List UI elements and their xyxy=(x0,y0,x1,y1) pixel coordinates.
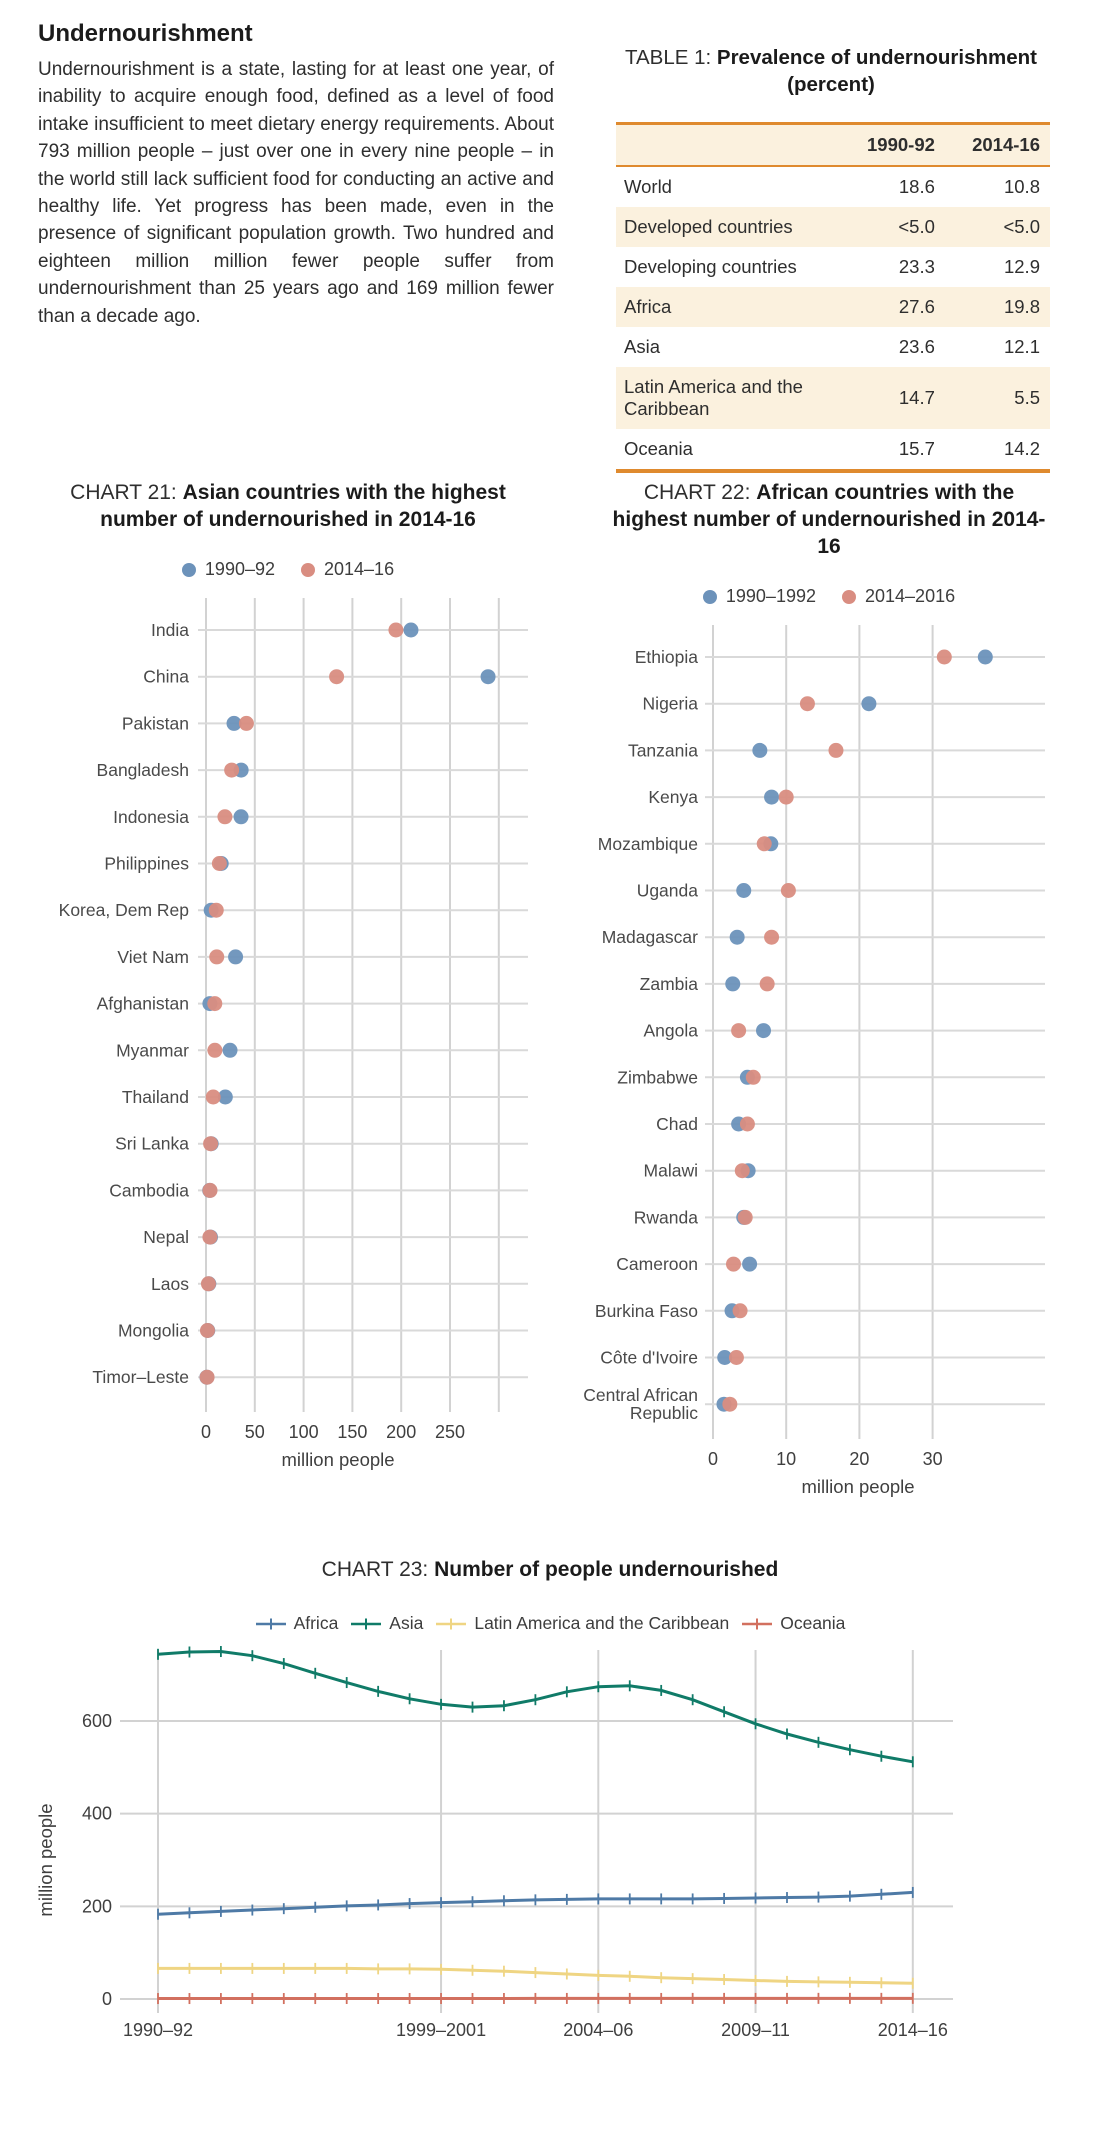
dot-period2 xyxy=(937,650,952,665)
table-cell-value: 27.6 xyxy=(898,296,935,317)
dot-period2 xyxy=(764,930,779,945)
table-cell-value: 14.2 xyxy=(1003,438,1040,459)
dot-period2 xyxy=(760,976,775,991)
country-label: Cameroon xyxy=(616,1254,698,1275)
table-title xyxy=(588,44,1074,98)
dot-period1 xyxy=(725,976,740,991)
country-label: Kenya xyxy=(648,787,698,808)
legend-item xyxy=(182,559,275,580)
dot-period2 xyxy=(733,1303,748,1318)
dot-period1 xyxy=(736,883,751,898)
series-line xyxy=(158,1652,913,1762)
legend-dot-icon xyxy=(301,563,315,577)
chart-21 xyxy=(18,479,558,1508)
dot-period2 xyxy=(329,669,344,684)
dot-period2 xyxy=(722,1397,737,1412)
chart-23-legend xyxy=(0,1613,1100,1634)
dot-period2 xyxy=(200,1370,215,1385)
dot-period1 xyxy=(228,949,243,964)
prevalence-table xyxy=(616,122,1050,473)
legend-item xyxy=(435,1613,729,1634)
table-cell-value: <5.0 xyxy=(898,216,935,237)
chart-23 xyxy=(0,1556,1100,2077)
legend-label: 2014–2016 xyxy=(865,586,956,606)
country-label: Mozambique xyxy=(597,833,698,854)
y-tick-label: 200 xyxy=(81,1896,112,1917)
dot-period2 xyxy=(388,623,403,638)
table-row xyxy=(616,247,1050,287)
x-tick-label: 200 xyxy=(386,1422,417,1442)
table-row xyxy=(616,327,1050,367)
table-cell-region: Developing countries xyxy=(624,256,797,277)
country-label: Korea, Dem Rep xyxy=(58,900,189,921)
country-label: Zimbabwe xyxy=(617,1067,698,1088)
x-tick-label: 100 xyxy=(288,1422,319,1442)
legend-item xyxy=(842,586,955,607)
top-section xyxy=(0,16,1100,473)
table-cell-value: 12.9 xyxy=(1003,256,1040,277)
legend-label: Africa xyxy=(293,1613,339,1633)
dot-period1 xyxy=(861,696,876,711)
legend-label: Latin America and the Caribbean xyxy=(474,1613,730,1633)
country-label: Myanmar xyxy=(116,1040,189,1061)
chart-23-label: CHART 23: xyxy=(321,1558,429,1581)
country-label: Central African Republic xyxy=(583,1385,698,1424)
chart-23-title-text: Number of people undernourished xyxy=(434,1558,779,1581)
dot-period2 xyxy=(206,1090,221,1105)
x-tick-label: 0 xyxy=(707,1449,719,1469)
country-label: China xyxy=(143,666,189,687)
intro-section xyxy=(38,16,554,473)
legend-item xyxy=(703,586,816,607)
x-tick-label: 20 xyxy=(849,1449,870,1469)
table-cell-value: 23.3 xyxy=(898,256,935,277)
table-row xyxy=(616,429,1050,471)
dot-period2 xyxy=(731,1023,746,1038)
table-row xyxy=(616,367,1050,429)
x-tick-label: 250 xyxy=(434,1422,466,1442)
country-label: Tanzania xyxy=(627,740,698,761)
country-label: India xyxy=(151,620,189,640)
country-label: Zambia xyxy=(639,973,698,994)
dot-period2 xyxy=(203,1183,218,1198)
legend-line-icon xyxy=(435,1617,467,1631)
y-tick-label: 400 xyxy=(81,1803,112,1824)
country-label: Mongolia xyxy=(117,1320,189,1341)
table-cell-region: Oceania xyxy=(624,438,693,459)
chart-22-title xyxy=(608,479,1050,560)
x-tick-label: 10 xyxy=(776,1449,797,1469)
dot-period2 xyxy=(828,743,843,758)
chart-21-title-text: Asian countries with the highest number of undernourished in 2014-16 xyxy=(100,481,506,531)
chart-23-plot xyxy=(28,1642,1098,2072)
x-tick-label: 0 xyxy=(200,1422,212,1442)
dot-period2 xyxy=(203,1136,218,1151)
country-label: Thailand xyxy=(121,1087,189,1107)
country-label: Malawi xyxy=(643,1160,698,1181)
table-label: TABLE 1: xyxy=(624,46,712,69)
table-cell-value: 18.6 xyxy=(898,176,935,197)
dot-period1 xyxy=(234,809,249,824)
table-cell-region: Latin America and the Caribbean xyxy=(624,376,803,419)
legend-label: Asia xyxy=(389,1613,424,1633)
table-header-1990-92: 1990-92 xyxy=(867,134,935,155)
country-label: Nigeria xyxy=(642,693,698,714)
x-tick-label: 30 xyxy=(922,1449,943,1469)
dot-period1 xyxy=(764,790,779,805)
dot-period1 xyxy=(730,930,745,945)
y-tick-label: 600 xyxy=(81,1711,112,1732)
x-axis-title: million people xyxy=(801,1476,915,1497)
table-cell-value: 23.6 xyxy=(898,336,935,357)
x-axis-title: million people xyxy=(281,1449,395,1470)
dot-period2 xyxy=(200,1323,215,1338)
chart-22-legend xyxy=(558,586,1100,607)
dot-charts-row xyxy=(0,479,1100,1508)
chart-22-label: CHART 22: xyxy=(643,481,751,504)
country-label: Pakistan xyxy=(121,713,189,734)
legend-dot-icon xyxy=(182,563,196,577)
table-cell-value: 15.7 xyxy=(898,438,935,459)
dot-period2 xyxy=(800,696,815,711)
dot-period2 xyxy=(212,856,227,871)
dot-period1 xyxy=(223,1043,238,1058)
dot-period2 xyxy=(224,763,239,778)
dot-period2 xyxy=(217,809,232,824)
intro-paragraph: Undernourishment is a state, lasting for at least one year, of inability to acquire enough food, defined as a level of food intake insufficient to meet dietary energy requirements. About 793 million people – just over one in every nine people – in the world still lack sufficient food for conducting an active and healthy life. Yet progress has been made, even in the presence of significant population growth. Two hundred and eighteen million million fewer people suffer from undernourishment than 25 years ago and 169 million fewer than a decade ago. xyxy=(38,59,554,327)
table-row xyxy=(616,287,1050,327)
x-tick-label: 1999–2001 xyxy=(395,2020,487,2040)
x-tick-label: 150 xyxy=(337,1422,368,1442)
table-cell-region: Africa xyxy=(624,296,672,317)
y-axis-title: million people xyxy=(35,1803,56,1917)
dot-period2 xyxy=(207,1043,222,1058)
legend-dot-icon xyxy=(703,590,717,604)
dot-period1 xyxy=(403,623,418,638)
table-cell-region: Asia xyxy=(624,336,660,357)
chart-21-plot xyxy=(18,584,558,1476)
dot-period2 xyxy=(738,1210,753,1225)
country-label: Angola xyxy=(643,1020,698,1041)
table-cell-value: 10.8 xyxy=(1003,176,1040,197)
dot-period2 xyxy=(202,1230,217,1245)
country-label: Cambodia xyxy=(109,1180,189,1201)
table-cell-value: 14.7 xyxy=(898,387,935,408)
table-header-empty xyxy=(616,124,840,167)
dot-period1 xyxy=(742,1257,757,1272)
dot-period1 xyxy=(481,669,496,684)
legend-item xyxy=(350,1613,423,1634)
x-tick-label: 50 xyxy=(244,1422,265,1442)
legend-label: 1990–1992 xyxy=(725,586,816,606)
chart-21-legend xyxy=(18,559,558,580)
country-label: Uganda xyxy=(636,880,698,901)
table-header-2014-16: 2014-16 xyxy=(972,134,1040,155)
country-label: Madagascar xyxy=(601,927,698,948)
country-label: Timor–Leste xyxy=(92,1367,189,1388)
country-label: Indonesia xyxy=(113,806,189,827)
legend-item xyxy=(255,1613,339,1634)
chart-21-label: CHART 21: xyxy=(70,481,177,504)
page-title: Undernourishment xyxy=(38,20,253,47)
dot-period2 xyxy=(735,1163,750,1178)
dot-period2 xyxy=(209,903,224,918)
dot-period2 xyxy=(726,1257,741,1272)
x-tick-label: 2004–06 xyxy=(563,2020,634,2040)
legend-item xyxy=(301,559,394,580)
table-cell-value: <5.0 xyxy=(1003,216,1040,237)
country-label: Rwanda xyxy=(633,1207,698,1228)
country-label: Laos xyxy=(151,1273,189,1294)
country-label: Bangladesh xyxy=(96,760,189,781)
dot-period2 xyxy=(209,949,224,964)
legend-label: 2014–16 xyxy=(324,559,395,579)
x-tick-label: 1990–92 xyxy=(122,2020,194,2040)
table-row xyxy=(616,166,1050,207)
country-label: Côte d'Ivoire xyxy=(600,1347,698,1368)
dot-period2 xyxy=(729,1350,744,1365)
table-cell-region: World xyxy=(624,176,672,197)
table-row xyxy=(616,207,1050,247)
country-label: Philippines xyxy=(104,853,189,874)
dot-period2 xyxy=(781,883,796,898)
y-tick-label: 0 xyxy=(101,1989,112,2009)
dot-period2 xyxy=(201,1276,216,1291)
country-label: Chad xyxy=(656,1114,698,1134)
dot-period2 xyxy=(740,1117,755,1132)
table-cell-value: 5.5 xyxy=(1014,387,1040,408)
dot-period1 xyxy=(978,650,993,665)
dot-period1 xyxy=(756,1023,771,1038)
dot-period2 xyxy=(239,716,254,731)
chart-21-title xyxy=(52,479,524,533)
chart-22 xyxy=(558,479,1100,1508)
dot-period2 xyxy=(746,1070,761,1085)
dot-period2 xyxy=(757,836,772,851)
x-tick-label: 2009–11 xyxy=(721,2020,790,2040)
legend-line-icon xyxy=(255,1617,287,1631)
dot-period1 xyxy=(752,743,767,758)
country-label: Afghanistan xyxy=(96,993,189,1014)
country-label: Ethiopia xyxy=(634,647,698,667)
x-tick-label: 2014–16 xyxy=(877,2020,948,2040)
table-header-row xyxy=(616,124,1050,167)
legend-label: 1990–92 xyxy=(204,559,275,579)
country-label: Nepal xyxy=(143,1227,189,1248)
legend-line-icon xyxy=(350,1617,382,1631)
chart-22-title-text: African countries with the highest number of undernourished in 2014-16 xyxy=(612,481,1046,558)
country-label: Burkina Faso xyxy=(594,1300,698,1321)
table-section xyxy=(578,16,1084,473)
table-cell-region: Developed countries xyxy=(624,216,793,237)
dot-period2 xyxy=(207,996,222,1011)
table-cell-value: 19.8 xyxy=(1003,296,1040,317)
table-cell-value: 12.1 xyxy=(1003,336,1040,357)
legend-line-icon xyxy=(741,1617,773,1631)
country-label: Viet Nam xyxy=(117,946,189,967)
legend-item xyxy=(741,1613,845,1634)
country-label: Sri Lanka xyxy=(115,1133,189,1154)
table-title-text: Prevalence of undernourishment (percent) xyxy=(716,46,1038,96)
legend-label: Oceania xyxy=(780,1613,846,1633)
dot-period2 xyxy=(779,790,794,805)
chart-22-plot xyxy=(558,611,1100,1503)
chart-23-title xyxy=(100,1556,1000,1583)
legend-dot-icon xyxy=(842,590,856,604)
